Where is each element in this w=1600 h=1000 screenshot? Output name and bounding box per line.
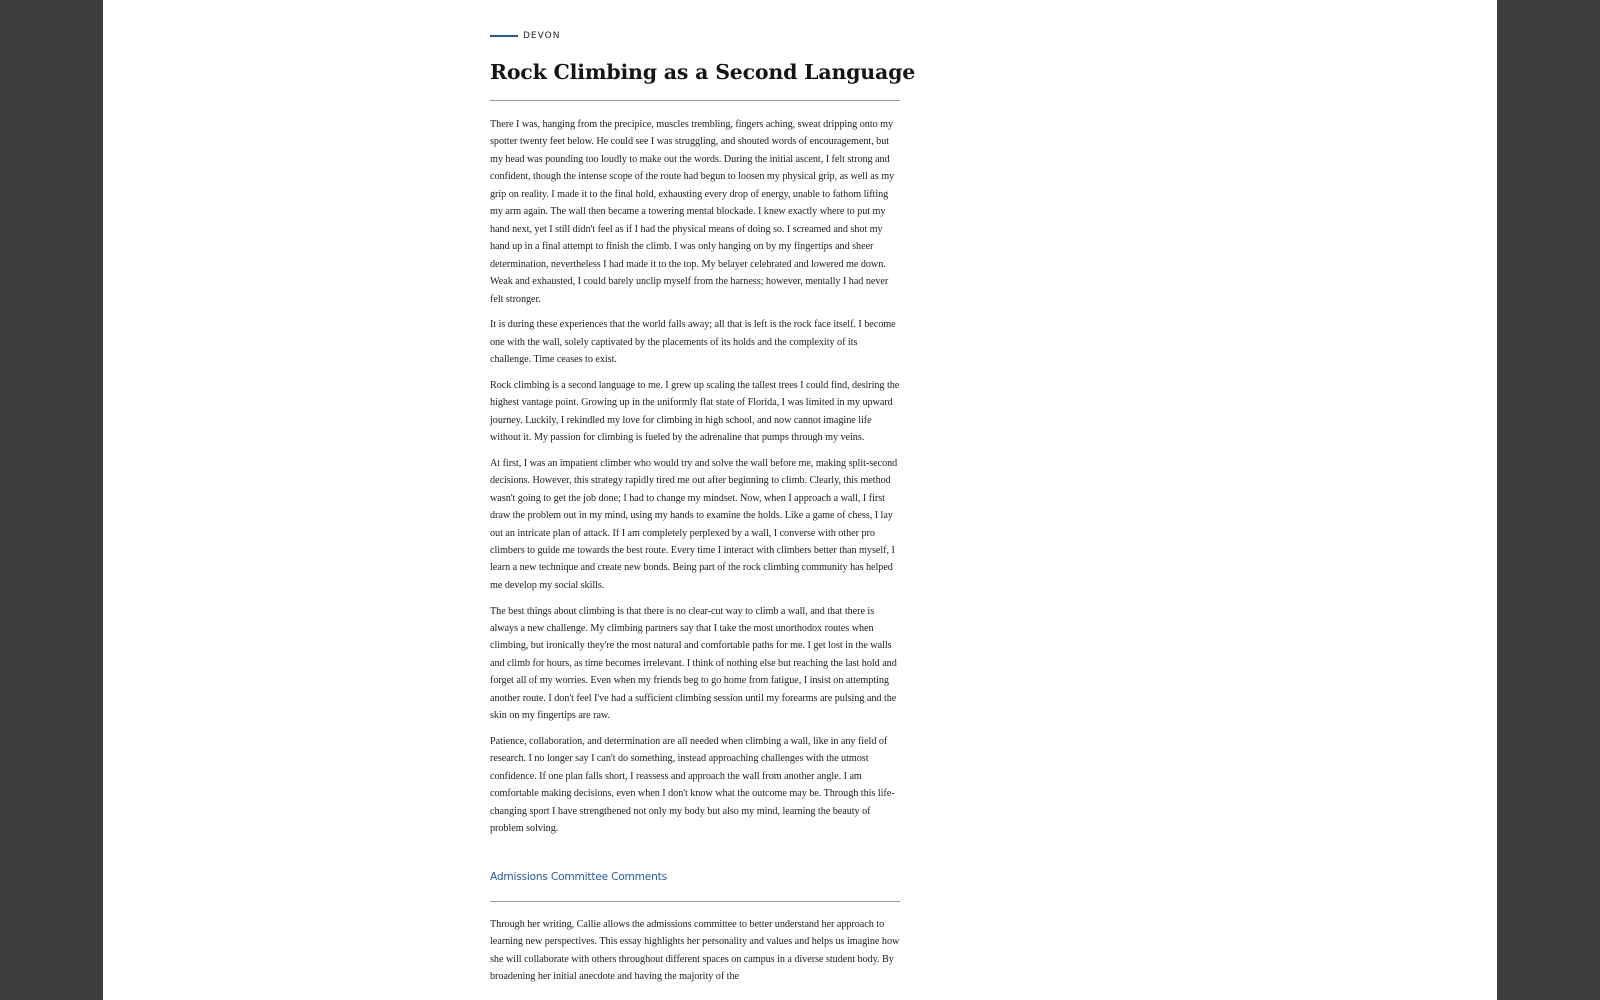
author-accent-rule (490, 35, 518, 37)
essay-paragraph: Rock climbing is a second language to me. I grew up scaling the tallest trees I could find, desiring the highest vantage point. Growing up in the uniformly flat state of Florida, I was limited in my upward journey. Luckily, I rekindled my love for climbing in high school, and now cannot imagine life without it. My passion for climbing is fueled by the adrenaline that pumps through my veins. (490, 379, 900, 444)
author-name: DEVON (523, 31, 561, 41)
essay-body (490, 116, 900, 838)
essay-paragraph: There I was, hanging from the precipice, muscles trembling, fingers aching, sweat dripping onto my spotter twenty feet below. He could see I was struggling, and shouted words of encouragement, but my head was pounding too loudly to make out the words. During the initial ascent, I felt strong and confident, though the intense scope of the route had begun to loosen my physical grip, as well as my grip on reality. I made it to the final hold, exhausting every drop of energy, unable to fathom lifting my arm again. The wall then became a towering mental blockade. I knew exactly where to put my hand next, yet I still didn't feel as if I had the physical means of doing so. I screamed and shot my hand up in a final attempt to finish the climb. I was only hanging on by my fingertips and sheer determination, nevertheless I had made it to the top. My belayer celebrated and lowered me down. Weak and exhausted, I could barely unclip myself from the harness; however, mentally I had never felt stronger. (490, 119, 895, 305)
comments-paragraph: Through her writing, Callie allows the admissions committee to better understand her approach to learning new perspectives. This essay highlights her personality and values and helps us imagine how she will collaborate with others throughout different spaces on campus in a diverse student body. By broadening her initial anecdote and having the majority of the (490, 918, 900, 982)
essay-paragraph: At first, I was an impatient climber who would try and solve the wall before me, making split-second decisions. However, this strategy rapidly tired me out after beginning to climb. Clearly, this method wasn't going to get the job done; I had to change my mindset. Now, when I approach a wall, I first draw the problem out in my mind, using my hands to examine the holds. Like a game of chess, I lay out an intricate plan of attack. If I am completely perplexed by a wall, I converse with other pro climbers to guide me towards the best route. Every time I interact with climbers better than myself, I learn a new technique and create new bonds. Being part of the rock climbing community has helped me develop my social skills. (490, 457, 898, 591)
title-divider (490, 100, 900, 101)
document-page (103, 0, 1497, 1000)
content-column (490, 0, 916, 994)
essay-title: Rock Climbing as a Second Language (490, 60, 916, 84)
author-row (490, 30, 900, 42)
essay-paragraph: Patience, collaboration, and determination are all needed when climbing a wall, like in any field of research. I no longer say I can't do something, instead approaching challenges with the utmost confidence. If one plan falls short, I reassess and approach the wall from another angle. I am comfortable making decisions, even when I don't know what the outcome may be. Through this life-changing sport I have strengthened not only my body but also my mind, learning the beauty of problem solving. (490, 735, 895, 835)
comments-body (490, 916, 900, 986)
essay-paragraph: It is during these experiences that the world falls away; all that is left is the rock face itself. I become one with the wall, solely captivated by the placements of its holds and the complexity of its challenge. Time ceases to exist. (490, 319, 896, 366)
comments-divider (490, 901, 900, 902)
essay-paragraph: The best things about climbing is that there is no clear-cut way to climb a wall, and that there is always a new challenge. My climbing partners say that I take the most unorthodox routes when climbing, but ironically they're the most natural and comfortable paths for me. I get lost in the walls and climb for hours, as time becomes irrelevant. I think of nothing else but reaching the last hold and forget all of my worries. Even when my friends beg to go home from fatigue, I insist on attempting another route. I don't feel I've had a sufficient climbing session until my forearms are pulsing and the skin on my fingertips are raw. (490, 605, 897, 722)
comments-heading: Admissions Committee Comments (490, 870, 667, 883)
